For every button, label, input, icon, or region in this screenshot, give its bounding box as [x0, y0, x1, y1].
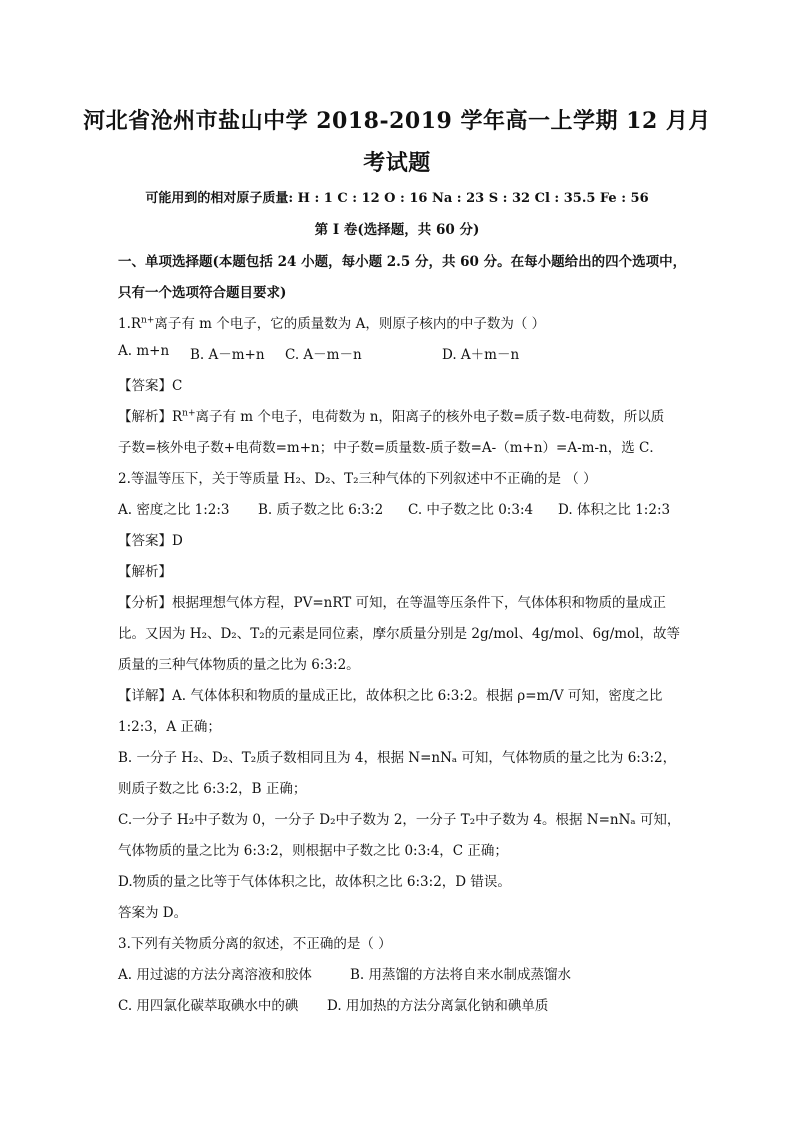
- question-1-option-d: D. A＋m－n: [442, 347, 520, 363]
- section-header: 第 I 卷(选择题，共 60 分): [314, 222, 480, 238]
- question-1-explanation-line1: [118, 405, 664, 425]
- instructions-line2: 只有一个选项符合题目要求): [118, 285, 287, 301]
- question-1-answer: 【答案】C: [118, 378, 183, 394]
- question-1-stem-text: 离子有 m 个电子，它的质量数为 A，则原子核内的中子数为（ ）: [154, 316, 546, 332]
- question-2-detail-line4: 则质子数之比 6:3:2，B 正确；: [118, 781, 307, 797]
- question-2-detail-line2: 1:2:3，A 正确；: [118, 719, 221, 735]
- question-2-conclusion: 答案为 D。: [118, 905, 188, 921]
- question-3-option-d: D. 用加热的方法分离氯化钠和碘单质: [327, 998, 549, 1014]
- question-1-explanation-prefix: 【解析】R: [118, 409, 183, 425]
- question-2-detail-line3: B. 一分子 H₂、D₂、T₂质子数相同且为 4，根据 N=nNₐ 可知，气体物质的量之比为 6:3:2，: [118, 750, 677, 766]
- question-2-option-c: C. 中子数之比 0:3:4: [408, 502, 534, 518]
- question-3-option-a: A. 用过滤的方法分离溶液和胶体: [118, 967, 312, 983]
- question-2-fenxi-line3: 质量的三种气体物质的量之比为 6:3:2。: [118, 657, 360, 673]
- question-1-stem-prefix: 1.R: [118, 316, 142, 332]
- question-2-answer: 【答案】D: [118, 533, 183, 549]
- question-2-option-d: D. 体积之比 1:2:3: [558, 502, 671, 518]
- instructions-line1: 一、单项选择题(本题包括 24 小题，每小题 2.5 分，共 60 分。在每小题给出的四个选项中，: [118, 254, 687, 270]
- question-1-option-a: A. m+n: [118, 343, 170, 359]
- question-2-stem: 2.等温等压下，关于等质量 H₂、D₂、T₂三种气体的下列叙述中不正确的是 （ ）: [118, 471, 597, 487]
- document-title-line2: 考试题: [363, 150, 431, 176]
- question-1-explanation-charge: n+: [182, 408, 196, 419]
- question-3-stem: 3.下列有关物质分离的叙述，不正确的是（ ）: [118, 936, 392, 952]
- question-3-option-b: B. 用蒸馏的方法将自来水制成蒸馏水: [350, 967, 572, 983]
- question-2-option-b: B. 质子数之比 6:3:2: [258, 502, 384, 518]
- question-1-charge: n+: [141, 315, 155, 326]
- question-2-detail-line5: C.一分子 H₂中子数为 0，一分子 D₂中子数为 2，一分子 T₂中子数为 4。根据 N=nNₐ 可知，: [118, 812, 681, 828]
- question-2-fenxi-line2: 比。又因为 H₂、D₂、T₂的元素是同位素，摩尔质量分别是 2g/mol、4g/mol、6g/mol，故等: [118, 626, 680, 642]
- atomic-masses: 可能用到的相对原子质量: H : 1 C : 12 O : 16 Na : 23 S : 32 Cl : 35.5 Fe : 56: [145, 191, 649, 206]
- question-2-fenxi-line1: 【分析】根据理想气体方程，PV=nRT 可知，在等温等压条件下，气体体积和物质的量成正: [118, 595, 667, 611]
- question-2-detail-line7: D.物质的量之比等于气体体积之比，故体积之比 6:3:2，D 错误。: [118, 874, 511, 890]
- question-2-detail-line6: 气体物质的量之比为 6:3:2，则根据中子数之比 0:3:4，C 正确；: [118, 843, 508, 859]
- question-1-option-b: B. A－m+n: [190, 347, 265, 363]
- question-2-analysis-label: 【解析】: [118, 564, 172, 580]
- question-2-option-a: A. 密度之比 1:2:3: [118, 502, 230, 518]
- question-3-option-c: C. 用四氯化碳萃取碘水中的碘: [118, 998, 299, 1014]
- question-1-explanation-line2: 子数=核外电子数+电荷数=m+n；中子数=质量数-质子数=A-（m+n）=A-m-n，选 C．: [118, 440, 663, 456]
- document-title-line1: 河北省沧州市盐山中学 2018-2019 学年高一上学期 12 月月: [83, 108, 711, 134]
- question-1-option-c: C. A－m－n: [285, 347, 362, 363]
- question-1-stem: [118, 312, 545, 332]
- question-2-detail-line1: 【详解】A. 气体体积和物质的量成正比，故体积之比 6:3:2。根据 ρ=m/V 可知，密度之比: [118, 688, 663, 704]
- question-1-explanation-text: 离子有 m 个电子，电荷数为 n，阳离子的核外电子数=质子数-电荷数，所以质: [195, 409, 665, 425]
